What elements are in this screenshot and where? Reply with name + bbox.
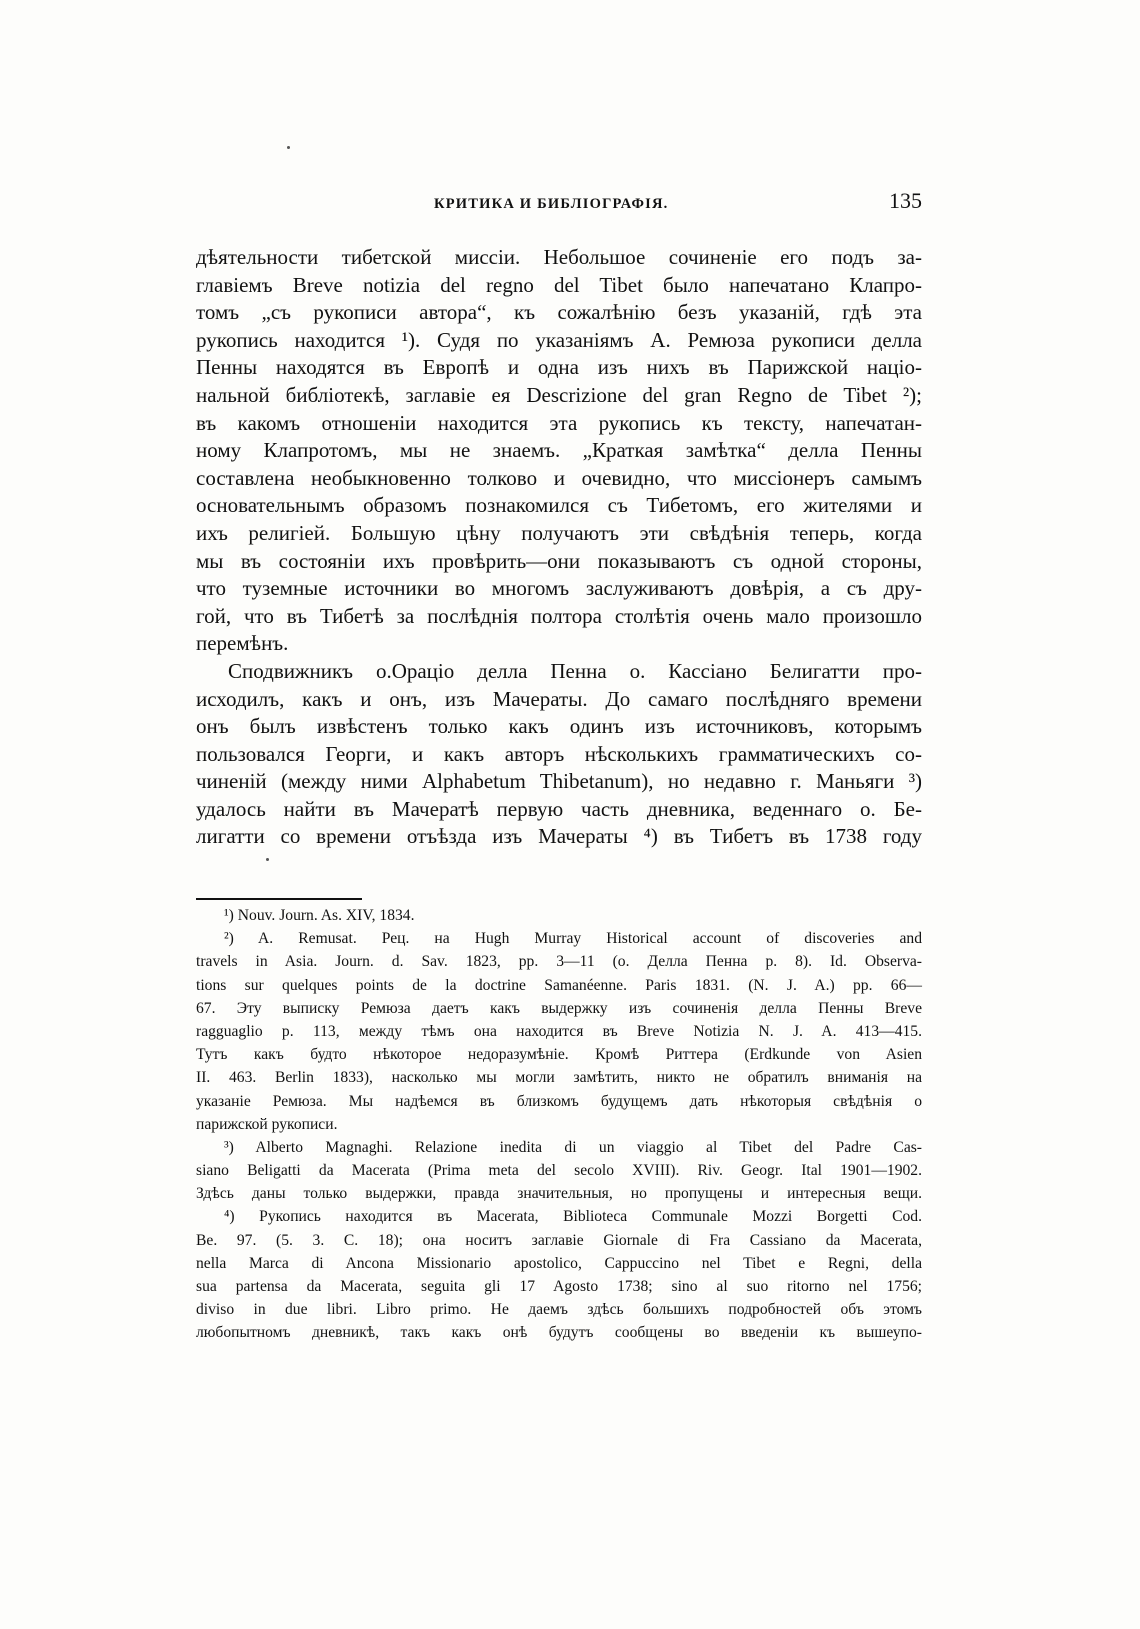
text-line: основательнымъ образомъ познакомился съ Тибетомъ, его жителями и (196, 493, 922, 518)
footnote-line: ¹) Nouv. Journ. As. XIV, 1834. (224, 907, 415, 924)
footnote-line: любопытномъ дневникѣ, такъ какъ онѣ будутъ сообщены во введеніи къ вышеупо- (196, 1324, 922, 1342)
text-line: Пенны находятся въ Европѣ и одна изъ нихъ въ Парижской націо- (196, 355, 922, 380)
scan-speck (287, 146, 290, 149)
text-line: лигатти со времени отъѣзда изъ Мачераты ⁴) въ Тибетъ въ 1738 году (196, 824, 922, 849)
footnote-line: 67. Эту выписку Ремюза даетъ какъ выдержку изъ сочиненія делла Пенны Breve (196, 999, 922, 1017)
footnote-1 (196, 904, 922, 927)
page-number: 135 (889, 188, 922, 213)
paragraph-1 (196, 244, 922, 658)
paragraph-2 (196, 658, 922, 851)
running-title: КРИТИКА И БИБЛІОГРАФІЯ. (434, 196, 669, 212)
main-text (196, 244, 922, 851)
text-line: составлена необыкновенно толково и очевидно, что миссіонеръ самымъ (196, 465, 922, 490)
text-line: дѣятельности тибетской миссіи. Небольшое сочиненіе его подъ за- (196, 245, 922, 269)
text-line: ному Клапротомъ, мы не знаемъ. „Краткая замѣтка“ делла Пенны (196, 438, 922, 463)
footnote-line: Тутъ какъ будто нѣкоторое недоразумѣніе. Кромѣ Риттера (Erdkunde von Asien (196, 1046, 922, 1064)
text-line: Сподвижникъ о.Ораціо делла Пенна о. Кассіано Белигатти про- (228, 658, 922, 683)
footnote-line: II. 463. Berlin 1833), насколько мы могли замѣтить, никто не обратилъ вниманія на (196, 1069, 922, 1087)
footnote-line: Здѣсь даны только выдержки, правда значительныя, но пропущены и интересныя вещи. (196, 1185, 922, 1203)
text-line: томъ „съ рукописи автора“, къ сожалѣнію безъ указаній, гдѣ эта (196, 300, 922, 325)
footnote-3 (196, 1136, 922, 1206)
footnote-line: указаніе Ремюза. Мы надѣемся въ близкомъ будущемъ дать нѣкоторыя свѣдѣнія о (196, 1092, 922, 1110)
scan-speck (266, 858, 269, 861)
text-line: пользовался Георги, и какъ авторъ нѣсколькихъ грамматическихъ со- (196, 741, 922, 766)
footnote-line: travels in Asia. Journ. d. Sav. 1823, pp. 3—11 (о. Делла Пенна р. 8). Id. Observa- (196, 953, 922, 971)
footnote-line: ⁴) Рукопись находится въ Macerata, Biblioteca Communale Mozzi Borgetti Cod. (224, 1208, 922, 1226)
footnote-line: diviso in due libri. Libro primo. Не даемъ здѣсь большихъ подробностей объ этомъ (196, 1301, 922, 1319)
text-line: рукопись находится ¹). Судя по указаніямъ А. Ремюза рукописи делла (196, 327, 922, 352)
text-line: удалось найти въ Мачератѣ первую часть дневника, веденнаго о. Бе- (196, 796, 922, 821)
text-line: чиненій (между ними Alphabetum Thibetanum), но недавно г. Маньяги ³) (196, 769, 922, 794)
footnote-divider (196, 898, 362, 900)
text-line: мы въ состояніи ихъ провѣрить—они показываютъ съ одной стороны, (196, 548, 922, 573)
footnote-line: nella Marca di Ancona Missionario apostolico, Cappuccino nel Tibet e Regni, della (196, 1254, 922, 1272)
text-line: нальной библіотекѣ, заглавіе ея Descrizione del gran Regno de Tibet ²); (196, 382, 922, 407)
footnote-4 (196, 1205, 922, 1344)
footnote-line: ²) A. Remusat. Рец. на Hugh Murray Historical account of discoveries and (224, 930, 922, 948)
text-line: гой, что въ Тибетѣ за послѣднія полтора столѣтія очень мало произошло (196, 603, 922, 628)
footnote-2 (196, 927, 922, 1136)
footnote-line: Be. 97. (5. 3. C. 18); она носитъ заглавіе Giornale di Fra Cassiano da Macerata, (196, 1231, 922, 1249)
footnote-line: ³) Alberto Magnaghi. Relazione inedita di un viaggio al Tibet del Padre Cas- (224, 1138, 922, 1156)
footnote-line: sua partensa da Macerata, seguita gli 17 Agosto 1738; sino al suo ritorno nel 1756; (196, 1278, 922, 1295)
text-line: главіемъ Breve notizia del regno del Tibet было напечатано Клапро- (196, 272, 922, 297)
text-line: онъ былъ извѣстенъ только какъ одинъ изъ источниковъ, которымъ (196, 714, 922, 739)
footnote-line: парижской рукописи. (196, 1115, 338, 1133)
footnote-line: ragguaglio p. 113, между тѣмъ она находится въ Breve Notizia N. J. A. 413—415. (196, 1022, 922, 1040)
footnotes (196, 904, 922, 1345)
text-line: въ какомъ отношеніи находится эта рукопись къ тексту, напечатан- (196, 410, 922, 435)
text-line: перемѣнъ. (196, 631, 289, 656)
footnote-line: tions sur quelques points de la doctrine Samanéenne. Paris 1831. (N. J. A.) pp. 66— (196, 976, 922, 994)
page-header (196, 188, 922, 224)
text-line: что туземные источники во многомъ заслуживаютъ довѣрія, а съ дру- (196, 576, 922, 601)
footnote-line: siano Beligatti da Macerata (Prima meta del secolo XVIII). Riv. Geogr. Ital 1901—1902. (196, 1162, 922, 1180)
text-line: исходилъ, какъ и онъ, изъ Мачераты. До самаго послѣдняго времени (196, 686, 922, 711)
text-line: ихъ религіей. Большую цѣну получаютъ эти свѣдѣнія теперь, когда (196, 520, 922, 545)
